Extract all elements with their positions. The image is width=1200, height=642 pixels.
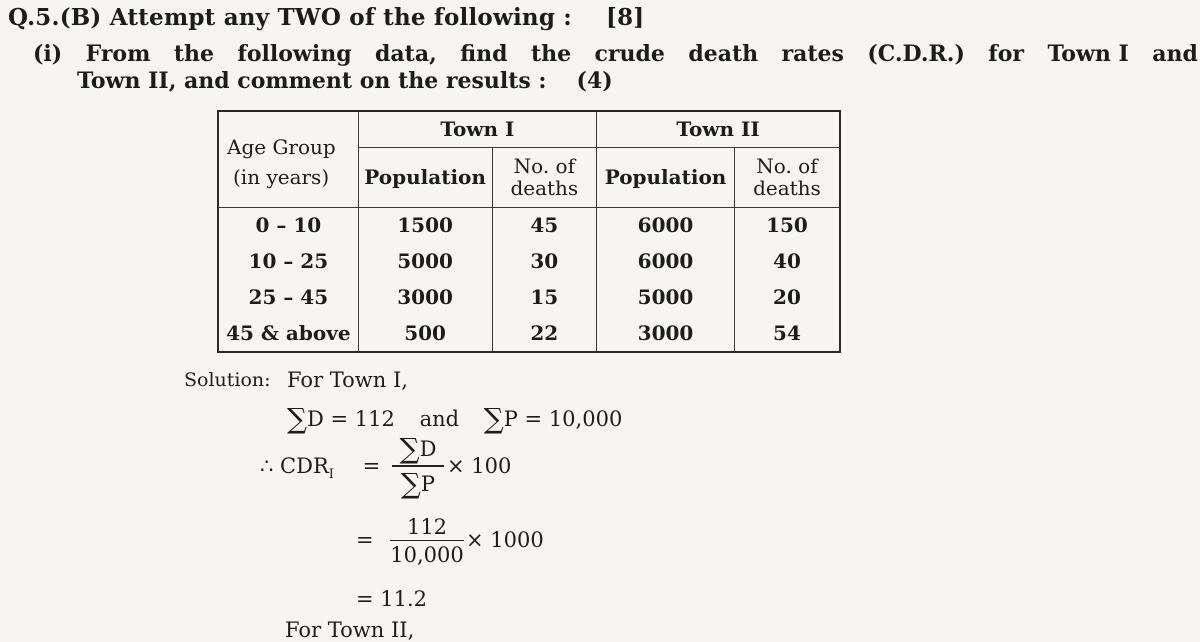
town2-population-cell: 6000 (597, 243, 735, 279)
town1-population-cell: 500 (358, 315, 492, 352)
fraction-denominator: 10,000 (390, 543, 464, 567)
question-word: death (688, 41, 759, 67)
deaths-header-line2: deaths (510, 176, 579, 200)
town1-deaths-header (492, 147, 597, 207)
question-text-line1 (33, 41, 1198, 67)
question-word: the (173, 41, 214, 67)
age-cell: 25 – 45 (218, 279, 358, 315)
age-group-header (218, 111, 358, 207)
question-word: find (460, 41, 508, 67)
therefore-cdr: ∴ CDR (260, 454, 329, 478)
town1-deaths-cell: 30 (492, 243, 597, 279)
town1-deaths-cell: 15 (492, 279, 597, 315)
times-100: × 100 (447, 454, 512, 478)
data-table (217, 110, 841, 353)
part-marks: (4) (576, 68, 613, 94)
town2-population-cell: 3000 (597, 315, 735, 352)
result-line: = 11.2 (356, 587, 428, 611)
fraction-numerator (392, 432, 444, 467)
town2-population-cell: 6000 (597, 207, 735, 243)
sum-p: P = 10,000 (503, 407, 623, 431)
town1-intro: For Town I, (287, 368, 408, 392)
question-word: the (530, 41, 572, 67)
town2-header: Town II (597, 111, 840, 147)
solution-label: Solution: (184, 369, 271, 391)
sigma-symbol: ∑ (483, 402, 504, 435)
town2-deaths-cell: 150 (734, 207, 840, 243)
town1-deaths-cell: 22 (492, 315, 597, 352)
town1-population-cell: 1500 (358, 207, 492, 243)
table-row (218, 279, 840, 315)
question-text-line2 (77, 68, 613, 94)
sigma-symbol: ∑ (399, 432, 420, 465)
cdr-formula-lhs (260, 454, 380, 482)
age-cell: 45 & above (218, 315, 358, 352)
sigma-symbol: ∑ (287, 402, 307, 435)
town2-intro: For Town II, (285, 618, 415, 642)
question-text-line2-text: Town II, and comment on the results : (77, 68, 547, 94)
deaths-header-line1: No. of (513, 154, 575, 178)
question-word: (C.D.R.) (867, 41, 965, 67)
age-group-header-unit: (in years) (233, 165, 330, 190)
age-group-header-label: Age Group (227, 135, 336, 160)
cdr-subscript: I (328, 467, 334, 483)
question-word: Town I (1047, 41, 1129, 67)
question-word: rates (781, 41, 844, 67)
town1-population-cell: 5000 (358, 243, 492, 279)
town1-population-cell: 3000 (358, 279, 492, 315)
numerator-text: D (419, 437, 437, 461)
question-marks: [8] (606, 4, 645, 31)
age-cell: 0 – 10 (218, 207, 358, 243)
town1-deaths-cell: 45 (492, 207, 597, 243)
fraction-sum-d-over-sum-p (392, 432, 444, 500)
fraction-numerator: 112 (390, 514, 464, 541)
question-word: data, (375, 41, 437, 67)
town2-deaths-cell: 20 (734, 279, 840, 315)
sum-d: D = 112 (307, 407, 395, 431)
times-1000: × 1000 (466, 528, 544, 552)
question-word: following (237, 41, 352, 67)
sigma-symbol: ∑ (400, 467, 421, 500)
table-row (218, 243, 840, 279)
table-row (218, 315, 840, 352)
age-cell: 10 – 25 (218, 243, 358, 279)
sum-line (287, 402, 622, 435)
and-word: and (419, 407, 460, 431)
equals-sign: = (362, 454, 381, 478)
town2-deaths-cell: 54 (734, 315, 840, 352)
town1-population-header: Population (358, 147, 492, 207)
question-title-text: Q.5.(B) Attempt any TWO of the following : (8, 4, 572, 31)
question-word: and (1152, 41, 1198, 67)
denominator-text: P (420, 472, 436, 496)
question-word: crude (594, 41, 665, 67)
town2-deaths-cell: 40 (734, 243, 840, 279)
question-title (8, 4, 644, 31)
equals-sign: = (356, 528, 374, 552)
fraction-denominator (392, 467, 444, 500)
question-word: From (85, 41, 151, 67)
deaths-header-line1: No. of (756, 154, 818, 178)
fraction-112-over-10000 (390, 514, 464, 569)
deaths-header-line2: deaths (753, 176, 821, 200)
part-label: (i) (33, 41, 63, 67)
table-row (218, 207, 840, 243)
town2-population-header: Population (597, 147, 735, 207)
question-word: for (988, 41, 1025, 67)
town1-header: Town I (358, 111, 596, 147)
town2-population-cell: 5000 (597, 279, 735, 315)
town2-deaths-header (734, 147, 840, 207)
